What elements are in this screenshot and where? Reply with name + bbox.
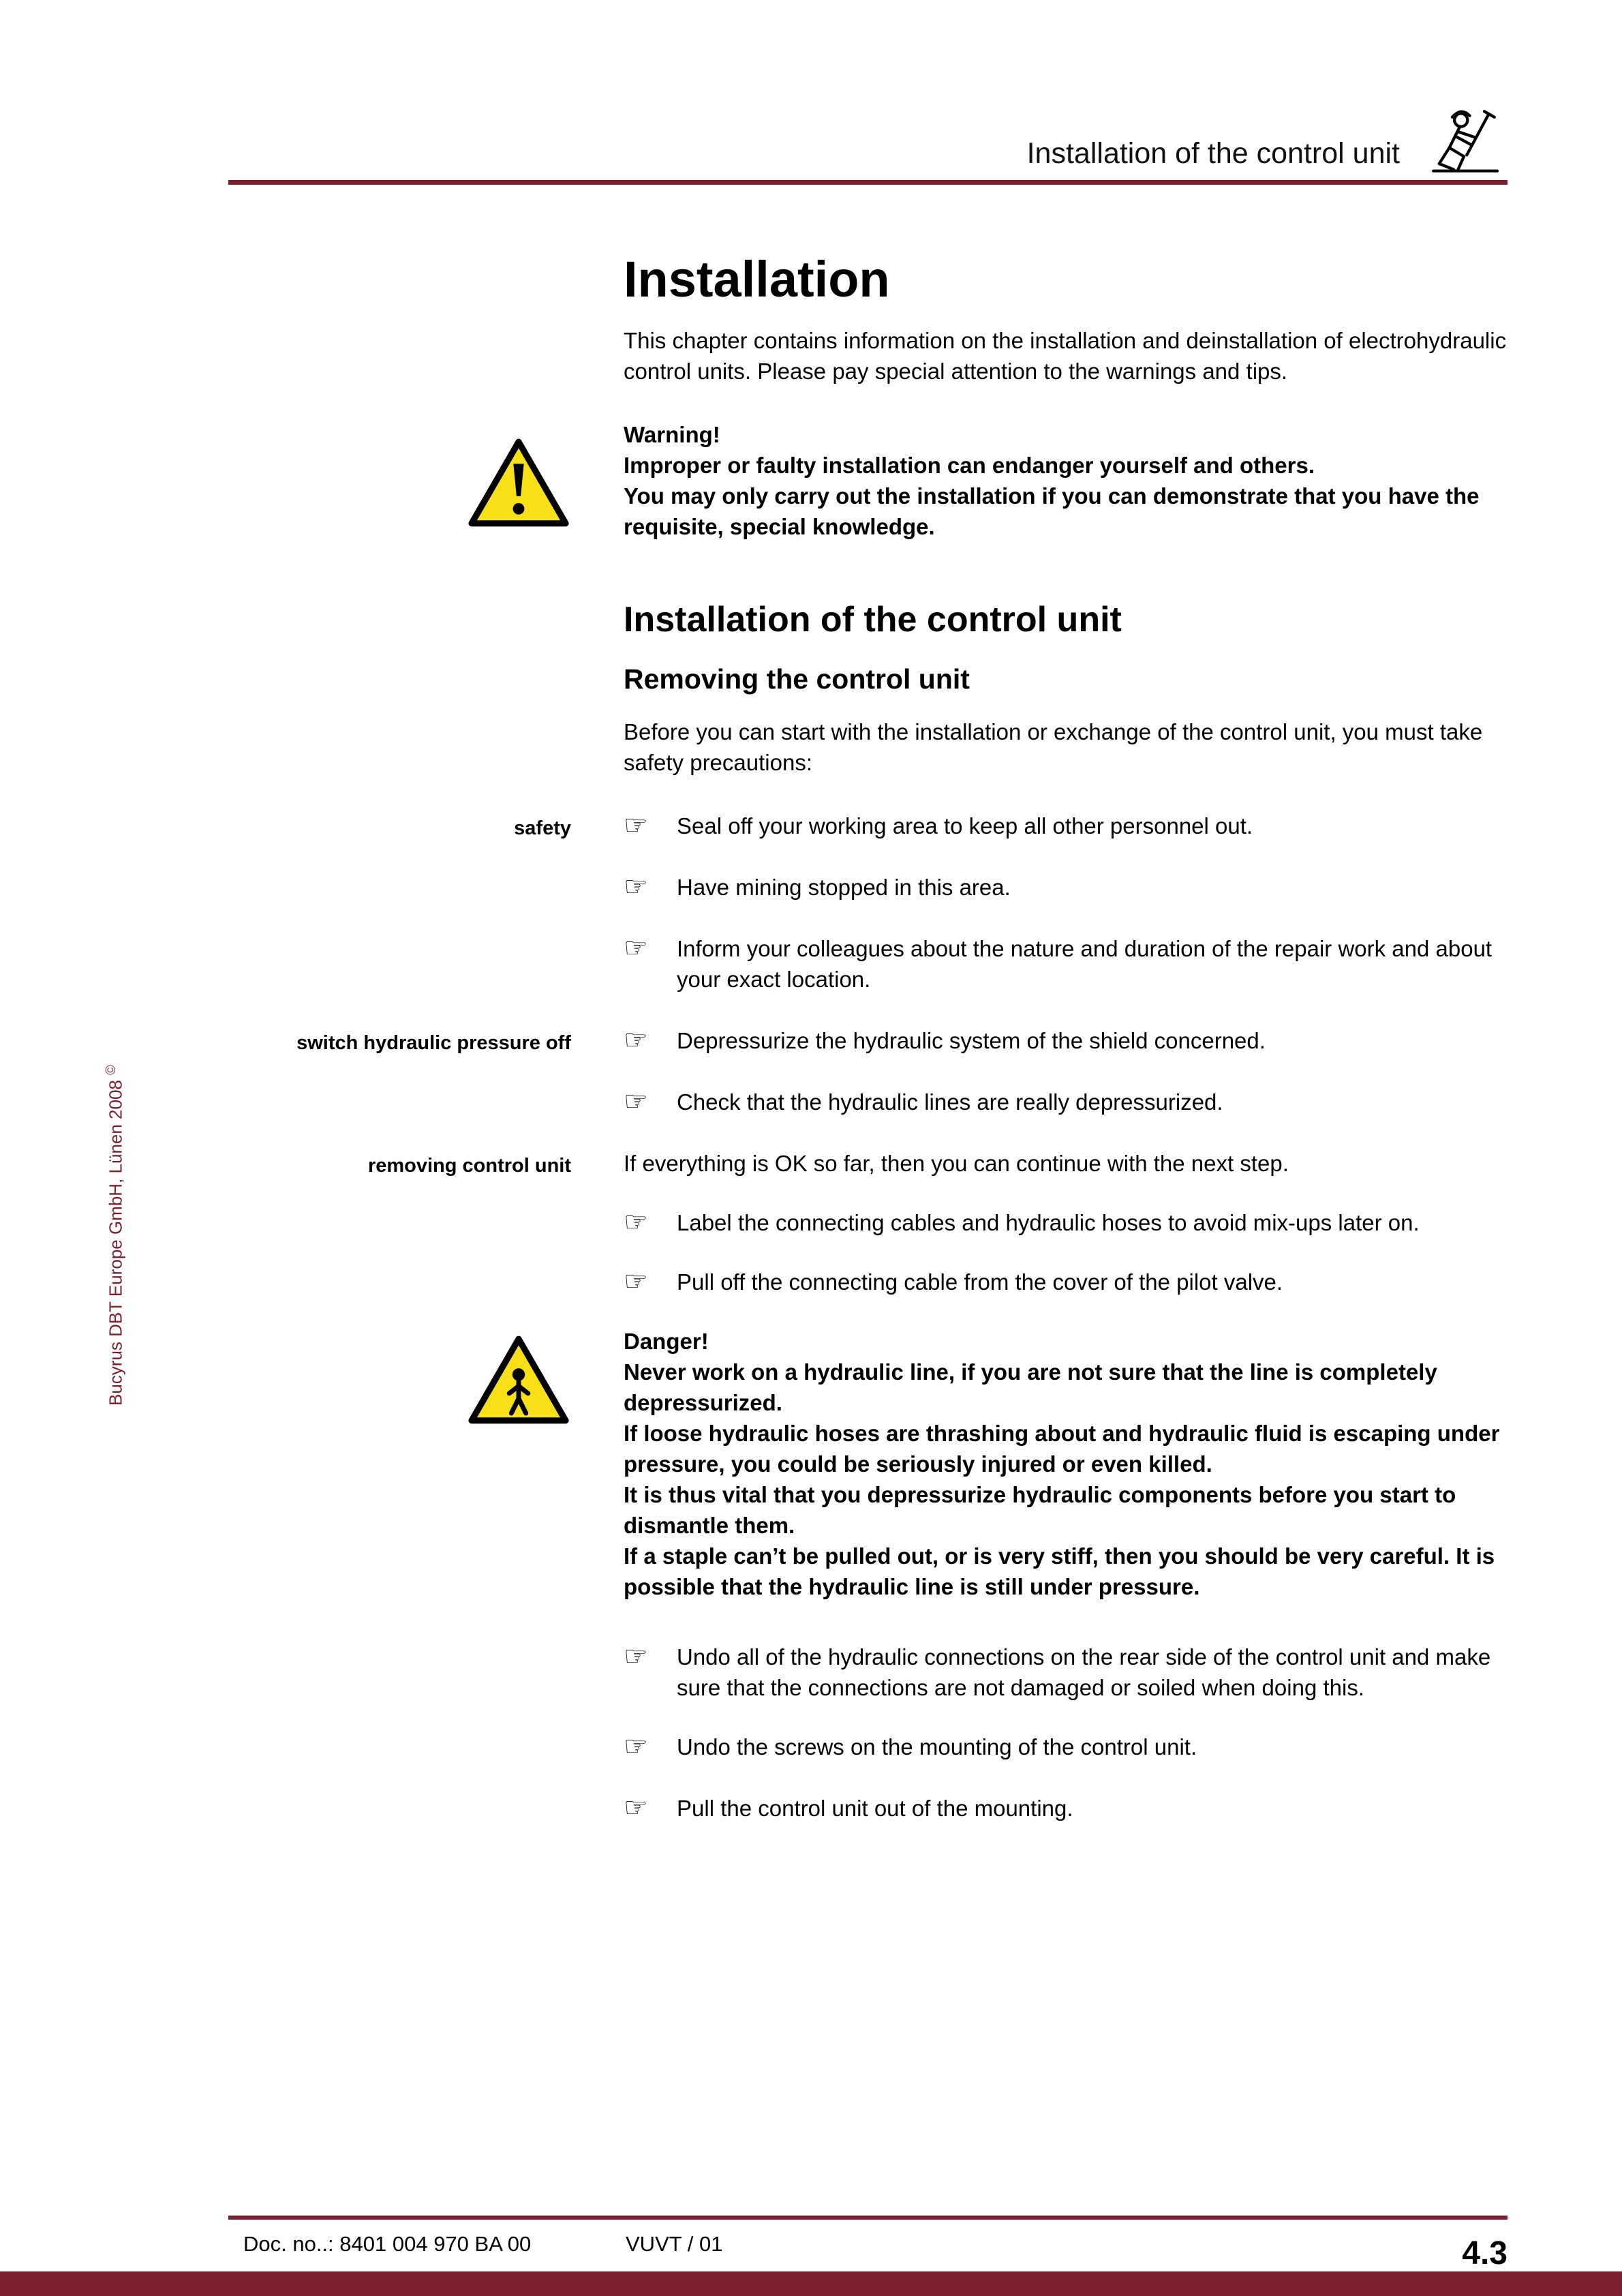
- warning-line: Improper or faulty installation can endanger yourself and others.: [624, 453, 1315, 478]
- subsection-title: Removing the control unit: [624, 663, 970, 695]
- pointing-hand-icon: ☞: [624, 1086, 648, 1117]
- step-item: [0, 1025, 1513, 1056]
- bottom-accent-bar: [0, 2271, 1622, 2296]
- miner-icon: [1420, 98, 1508, 183]
- footer-code: VUVT / 01: [626, 2232, 723, 2256]
- danger-line: If a staple can’t be pulled out, or is very stiff, then you should be very careful. It is possible that the hydraulic line is still under pressure.: [624, 1543, 1495, 1599]
- danger-heading: Danger!: [624, 1329, 709, 1354]
- step-item: [0, 933, 1513, 995]
- header-title: Installation of the control unit: [1026, 137, 1400, 170]
- step-item: [0, 1642, 1513, 1703]
- pointing-hand-icon: ☞: [624, 1207, 648, 1238]
- pointing-hand-icon: ☞: [624, 1731, 648, 1762]
- danger-triangle-icon: [466, 1333, 571, 1427]
- page-number: 4.3: [1462, 2235, 1508, 2271]
- step-text: Undo the screws on the mounting of the control unit.: [677, 1734, 1197, 1759]
- step-item: [0, 1732, 1513, 1762]
- step-text: Depressurize the hydraulic system of the shield concerned.: [677, 1028, 1266, 1053]
- step-item: [0, 1793, 1513, 1824]
- footer-doc-number: Doc. no..: 8401 004 970 BA 00: [243, 2232, 532, 2256]
- copyright-symbol: ©: [104, 1065, 119, 1075]
- step-item: [0, 811, 1513, 841]
- interlude-paragraph: [0, 1148, 1513, 1179]
- page-title: Installation: [624, 251, 890, 307]
- step-item: [0, 1087, 1513, 1117]
- step-text: Label the connecting cables and hydraulic hoses to avoid mix-ups later on.: [677, 1210, 1420, 1235]
- pointing-hand-icon: ☞: [624, 1641, 648, 1672]
- pointing-hand-icon: ☞: [624, 810, 648, 841]
- margin-label-safety: safety: [514, 817, 571, 839]
- warning-text: [624, 419, 1513, 542]
- main-content: [0, 189, 1513, 1824]
- lead-paragraph: Before you can start with the installation or exchange of the control unit, you must take safety precautions:: [624, 719, 1483, 775]
- danger-block: [0, 1326, 1513, 1602]
- margin-label-removing-control-unit: removing control unit: [367, 1155, 571, 1177]
- margin-label-switch-pressure-off: switch hydraulic pressure off: [296, 1032, 571, 1054]
- step-text: Seal off your working area to keep all other personnel out.: [677, 813, 1253, 839]
- step-item: [0, 872, 1513, 903]
- step-item: [0, 1267, 1513, 1297]
- pointing-hand-icon: ☞: [624, 871, 648, 903]
- warning-triangle-icon: [466, 436, 571, 530]
- pointing-hand-icon: ☞: [624, 1025, 648, 1056]
- warning-block: [0, 419, 1513, 542]
- copyright-text: Bucyrus DBT Europe GmbH, Lünen 2008: [105, 1080, 126, 1406]
- header-rule: [228, 180, 1508, 185]
- step-text: Undo all of the hydraulic connections on the rear side of the control unit and make sure that the connections are not damaged or soiled when doing this.: [677, 1644, 1491, 1700]
- danger-text: [624, 1326, 1513, 1602]
- step-text: Inform your colleagues about the nature and duration of the repair work and about your exact location.: [677, 936, 1493, 992]
- danger-line: If loose hydraulic hoses are thrashing about and hydraulic fluid is escaping under pressure, you could be seriously injured or even killed.: [624, 1421, 1500, 1477]
- section-title: Installation of the control unit: [624, 600, 1122, 639]
- danger-line: Never work on a hydraulic line, if you are not sure that the line is completely depressurized.: [624, 1359, 1437, 1415]
- step-item: [0, 1207, 1513, 1238]
- interlude-text: If everything is OK so far, then you can continue with the next step.: [624, 1151, 1289, 1176]
- step-text: Have mining stopped in this area.: [677, 875, 1011, 900]
- pointing-hand-icon: ☞: [624, 933, 648, 964]
- pointing-hand-icon: ☞: [624, 1266, 648, 1297]
- warning-line: You may only carry out the installation if you can demonstrate that you have the requisite, special knowledge.: [624, 483, 1480, 539]
- step-text: Check that the hydraulic lines are really depressurized.: [677, 1089, 1223, 1115]
- warning-heading: Warning!: [624, 422, 720, 447]
- step-text: Pull off the connecting cable from the cover of the pilot valve.: [677, 1269, 1283, 1295]
- danger-line: It is thus vital that you depressurize hydraulic components before you start to dismantle them.: [624, 1482, 1456, 1538]
- pointing-hand-icon: ☞: [624, 1792, 648, 1824]
- step-text: Pull the control unit out of the mounting.: [677, 1796, 1073, 1821]
- page-header: [228, 0, 1508, 185]
- intro-paragraph: This chapter contains information on the installation and deinstallation of electrohydraulic control units. Please pay special attention to the warnings and tips.: [624, 328, 1507, 384]
